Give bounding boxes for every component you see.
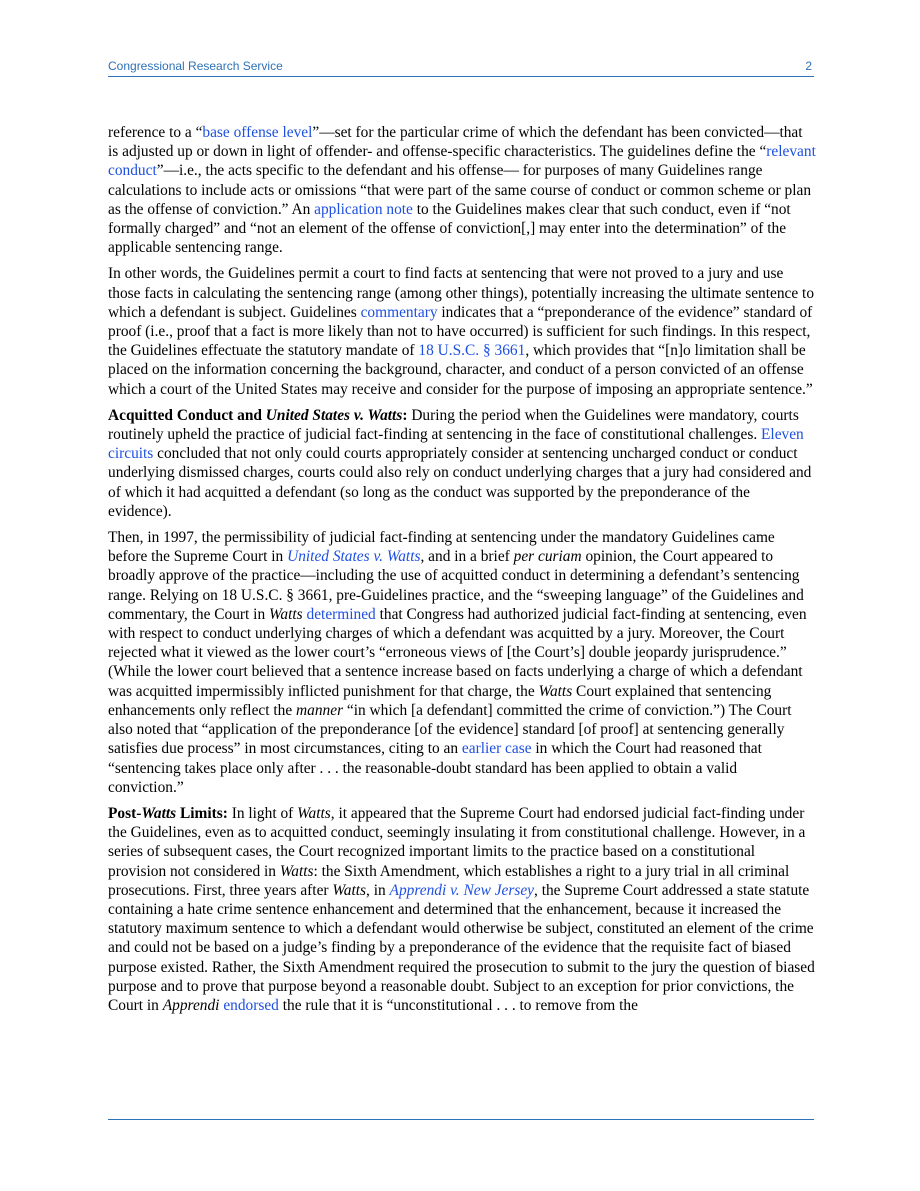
paragraph-guidelines-facts	[108, 264, 816, 398]
section-heading	[108, 805, 228, 822]
heading-text: :	[402, 406, 408, 424]
text: : the Sixth Amendment, which establishes a right to a jury trial in all criminal prosecutions. First, three years after	[108, 862, 790, 899]
link-eleven-circuits[interactable]: Eleven circuits	[108, 426, 804, 463]
italic-text: per curiam	[513, 548, 582, 566]
text: the rule that it is “unconstitutional . . . to remove from the	[278, 996, 638, 1014]
section-heading	[108, 407, 407, 424]
text: that Congress had authorized judicial fact-finding at sentencing, even with respect to conduct underlying charges of which a defendant was acquitted by a jury. Moreover, the Court rejected what it viewed as the lower court’s “erroneous views of [the Court’s] double jeopardy jurisprudence.” (While the lower court believed that a sentence increase based on facts underlying a charge of which a defendant was acquitted impermissibly inflicted punishment for that charge, the	[108, 605, 807, 700]
paragraph-acquitted-conduct	[108, 406, 816, 521]
text: , which provides that “[n]o limitation shall be placed on the information concerning the background, character, and conduct of a person convicted of an offense which a court of the United States may receive and consider for the purpose of imposing an appropriate sentence.”	[108, 342, 813, 398]
footer-divider	[108, 1119, 814, 1120]
text: ”—i.e., the acts specific to the defendant and his offense— for purposes of many Guidelines range calculations to include acts or omissions “that were part of the same course of conduct or common scheme or plan as the offense of conviction.” An	[108, 162, 812, 218]
italic-text: Apprendi	[162, 996, 220, 1014]
text: In light of	[227, 804, 298, 822]
paragraph-base-offense	[108, 123, 816, 257]
heading-case-name: United States v. Watts	[265, 406, 403, 424]
link-18-usc-3661[interactable]: 18 U.S.C. § 3661	[418, 342, 526, 360]
text: indicates that a “preponderance of the evidence” standard of proof (i.e., proof that a fact is more likely than not to have occurred) is sufficient for such findings. In this respect, the Guidelines effectuate the statutory mandate of	[108, 303, 813, 360]
link-commentary[interactable]: commentary	[360, 303, 438, 321]
text: Then, in 1997, the permissibility of judicial fact-finding at sentencing under the mandatory Guidelines came before the Supreme Court in	[108, 529, 775, 566]
italic-text: Watts	[279, 862, 314, 880]
link-relevant-conduct[interactable]: relevant conduct	[108, 143, 816, 180]
paragraph-watts-1997	[108, 528, 816, 797]
link-application-note[interactable]: application note	[314, 200, 413, 218]
page-header	[108, 57, 814, 77]
link-earlier-case[interactable]: earlier case	[461, 740, 532, 758]
text: During the period when the Guidelines were mandatory, courts routinely upheld the practice of judicial fact-finding at sentencing in the face of constitutional challenges.	[108, 406, 799, 444]
text: in which the Court had reasoned that “sentencing takes place only after . . . the reasonable-doubt standard has been applied to obtain a valid conviction.”	[108, 740, 762, 796]
link-base-offense-level[interactable]: base offense level	[202, 124, 313, 141]
text: ”—set for the particular crime of which the defendant has been convicted—that is adjusted up or down in light of offender- and offense-specific characteristics. The guidelines define the “	[108, 124, 803, 161]
text: , and in a brief	[420, 548, 514, 566]
link-apprendi-v-new-jersey[interactable]: Apprendi v. New Jersey	[389, 881, 534, 899]
text: , in	[366, 881, 390, 899]
heading-text: Post-	[108, 804, 142, 822]
italic-text: Watts	[269, 605, 303, 623]
page-number: 2	[805, 59, 812, 73]
text: , the Supreme Court addressed a state statute containing a hate crime sentence enhancement and determined that the enhancement, because it increased the statutory maximum sentence to which a defendant would otherwise be subject, constituted an element of the crime and could not be based on a judge’s finding by a preponderance of the evidence that the requisite fact of biased purpose existed. Rather, the Sixth Amendment required the prosecution to submit to the jury the question of biased purpose and to prove that purpose beyond a reasonable doubt. Subject to an exception for prior convictions, the Court in	[108, 881, 815, 1014]
text: “in which [a defendant] committed the crime of conviction.”) The Court also noted that “application of the preponderance [of the evidence] standard [of proof] at sentencing generally satisfies due process” in most circumstances, citing to an	[108, 701, 792, 758]
text: In other words, the Guidelines permit a court to find facts at sentencing that were not proved to a jury and use those facts in calculating the sentencing range (among other things), potentially increasing the ultimate sentence to which a defendant is subject. Guidelines	[108, 265, 815, 321]
text: Court explained that sentencing enhancements only reflect the	[108, 682, 772, 719]
heading-text: Acquitted Conduct and	[108, 406, 266, 424]
document-body	[108, 123, 816, 1022]
link-united-states-v-watts[interactable]: United States v. Watts	[287, 548, 421, 566]
heading-text: Limits:	[176, 804, 228, 822]
text: to the Guidelines makes clear that such conduct, even if “not formally charged” and “not an element of the offense of conviction[,] may enter into the determination” of the applicable sentencing range.	[108, 200, 791, 257]
link-determined[interactable]: determined	[306, 605, 376, 623]
italic-text: Watts	[332, 881, 367, 899]
text: , it appeared that the Supreme Court had endorsed judicial fact-finding under the Guidelines, even as to acquitted conduct, seemingly insulating it from constitutional challenge. However, in a series of subsequent cases, the Court recognized important limits to the practice based on a constitutional provision not considered in	[108, 804, 806, 880]
italic-text: Watts	[297, 804, 331, 822]
italic-text: Watts	[538, 682, 573, 700]
text: reference to a “	[108, 124, 203, 141]
heading-case-name: Watts	[141, 804, 177, 822]
paragraph-post-watts-limits	[108, 804, 816, 1015]
text: concluded that not only could courts appropriately consider at sentencing uncharged conduct or conduct underlying dismissed charges, courts could also rely on conduct underlying charges that a jury had considered and of which it had acquitted a defendant (so long as the conduct was supported by the preponderance of the evidence).	[108, 445, 812, 520]
link-endorsed[interactable]: endorsed	[223, 996, 279, 1014]
italic-text: manner	[296, 701, 344, 719]
organization-name: Congressional Research Service	[108, 59, 283, 73]
text: opinion, the Court appeared to broadly approve of the practice—including the use of acquitted conduct in determining a defendant’s sentencing range. Relying on 18 U.S.C. § 3661, pre-Guidelines practice, and the “sweeping language” of the Guidelines and commentary, the Court in	[108, 548, 804, 623]
